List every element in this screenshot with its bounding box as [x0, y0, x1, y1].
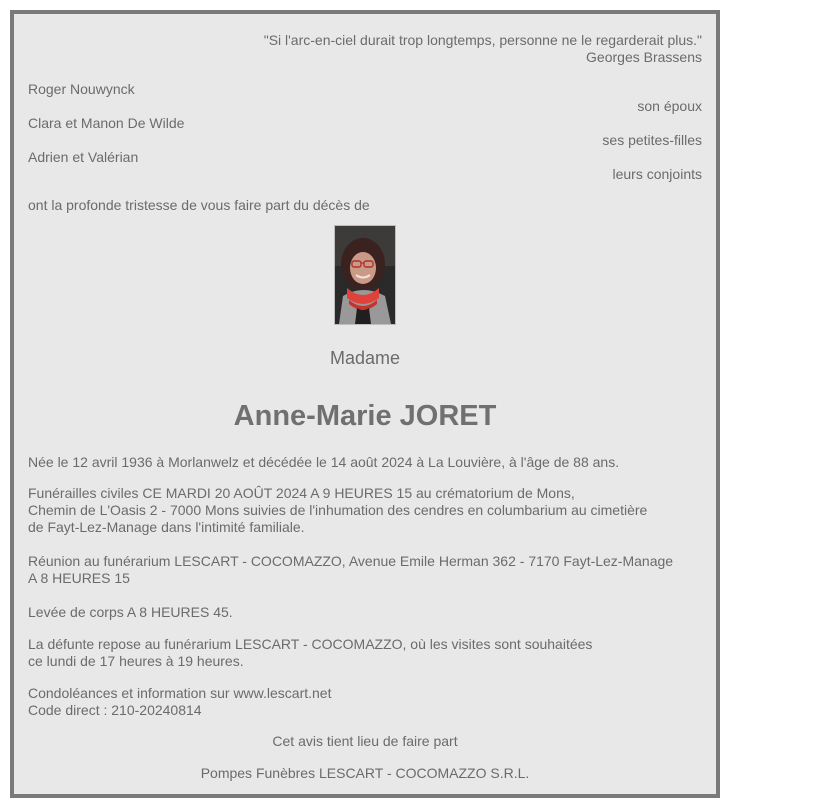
funeral-home: Pompes Funèbres LESCART - COCOMAZZO S.R.L.	[200, 765, 530, 781]
funeral-line-2: Chemin de L'Oasis 2 - 7000 Mons suivies de l'inhumation des cendres en columbarium au cimetière	[28, 502, 648, 518]
levee-text: Levée de corps A 8 HEURES 45.	[28, 604, 233, 620]
condolences-line-1: Condoléances et information sur www.lescart.net	[28, 685, 332, 701]
funeral-line-1: Funérailles civiles CE MARDI 20 AOÛT 2024 A 9 HEURES 15 au crématorium de Mons,	[28, 485, 575, 501]
condolences-line-2: Code direct : 210-20240814	[28, 702, 202, 718]
family-relation-2: ses petites-filles	[602, 132, 702, 148]
deceased-name: Anne-Marie JORET	[233, 400, 497, 432]
family-relation-3: leurs conjoints	[612, 166, 702, 182]
family-name-1: Roger Nouwynck	[28, 81, 135, 97]
reunion-line-1: Réunion au funérarium LESCART - COCOMAZZO, Avenue Emile Herman 362 - 7170 Fayt-Lez-Manage	[28, 553, 674, 569]
repose-line-2: ce lundi de 17 heures à 19 heures.	[28, 653, 244, 669]
quote-author: Georges Brassens	[586, 49, 702, 65]
family-name-2: Clara et Manon De Wilde	[28, 115, 185, 131]
footer-note: Cet avis tient lieu de faire part	[272, 733, 458, 749]
honorific: Madame	[329, 348, 401, 368]
family-name-3: Adrien et Valérian	[28, 149, 139, 165]
obituary-card	[10, 10, 720, 798]
quote: "Si l'arc-en-ciel durait trop longtemps, personne ne le regarderait plus."	[263, 32, 702, 48]
funeral-line-3: de Fayt-Lez-Manage dans l'intimité familiale.	[28, 519, 305, 535]
intro-text: ont la profonde tristesse de vous faire part du décès de	[28, 197, 370, 213]
birth-death-text: Née le 12 avril 1936 à Morlanwelz et décédée le 14 août 2024 à La Louvière, à l'âge de 88 ans.	[28, 454, 620, 470]
reunion-line-2: A 8 HEURES 15	[28, 570, 130, 586]
repose-line-1: La défunte repose au funérarium LESCART - COCOMAZZO, où les visites sont souhaitées	[28, 636, 593, 652]
family-relation-1: son époux	[637, 98, 702, 114]
deceased-photo	[334, 225, 396, 325]
